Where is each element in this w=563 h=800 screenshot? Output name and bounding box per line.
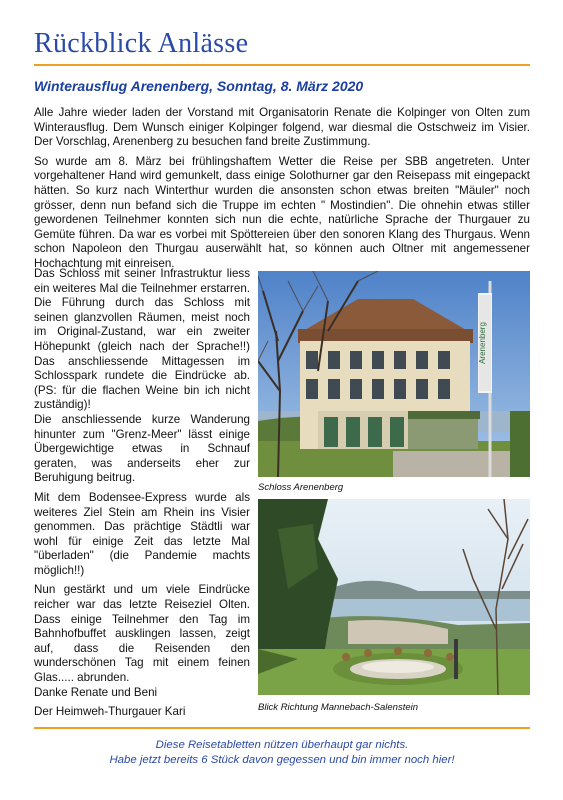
photo-schloss-arenenberg [258,271,530,477]
footer-quote [34,738,530,767]
paragraph-stein: Mit dem Bodensee-Express wurde als weiteres Ziel Stein am Rhein ins Visier genommen. Das prächtige Städtli war wohl für einige Zeit das letzte Mal "überladen" (die Pandemie machts möglich!!) [34,490,250,577]
photo-mannebach-view [258,499,530,695]
paragraph-journey: So wurde am 8. März bei frühlingshaftem Wetter die Reise per SBB angetreten. Unter vorgehaltener Hand wird gemunkelt, dass einige Solothurner gar den Reisepass mit eingepackt hätten. So kurz nach Winterthur wurden die ansonsten schon etwas breiten "Mäuler" noch grösser, denn nun befand sich die Truppe im echten " Mostindien". Die ohnehin etwas stiller gewordenen Teilnehmer konnten sich nun die echte, natürliche Sprache der Thurgauer zu Gemüte führen. Da war es vorbei mit Spöttereien über den sonoren Klang des Thurgaus. Wenn schon Napoleon den Thurgau auserwählt hat, so können auch Oltner mit angemessener Hochachtung mit einreisen. [34,154,530,270]
page-title: Rückblick Anlässe [34,28,249,59]
footer-line-2: Habe jetzt bereits 6 Stück davon gegessen und bin immer noch hier! [109,753,455,766]
photo-caption-schloss: Schloss Arenenberg [258,482,344,493]
intro-text [34,106,530,272]
paragraph-hike: Die anschliessende kurze Wanderung hinunter zum "Grenz-Meer" lässt einige Übergewichtige etwas in Schnauf geraten, was anderseits eher zur Beruhigung beitrug. [34,412,250,485]
paragraph-thanks: Danke Renate und Beni [34,685,158,699]
article-subtitle: Winterausflug Arenenberg, Sonntag, 8. März 2020 [34,78,364,94]
paragraph-intro: Alle Jahre wieder laden der Vorstand mit Organisatorin Renate die Kolpinger von Olten zum Winterausflug. Dem Wunsch einiger Kolpinger folgend, war diesmal die Ostschweiz im Visier. Der Vorschlag, Arenenberg zu besuchen fand breite Zustimmung. [34,106,530,149]
footer-line-1: Diese Reisetabletten nützen überhaupt gar nichts. [155,739,409,751]
banner-text: Arenenberg [478,322,487,364]
footer-rule [34,727,530,729]
title-rule [34,64,530,66]
photo-caption-mannebach: Blick Richtung Mannebach-Salenstein [258,702,419,713]
left-column-text [34,267,250,720]
schloss-illustration [258,271,530,477]
paragraph-castle: Das Schloss mit seiner Infrastruktur liess ein weiteres Mal die Teilnehmer erstarren. Die Führung durch das Schloss mit seinen glanzvollen Räumen, meist noch im Original-Zustand, war ein zweiter Höhepunkt (gleich nach der Sprache!!) Das anschliessende Mittagessen im Schlosspark rundete die Eindrücke ab. (PS: für die flachen Weine bin ich nicht zuständig)! [34,267,250,412]
paragraph-signature: Der Heimweh-Thurgauer Kari [34,705,186,719]
landscape-illustration [258,499,530,695]
paragraph-olten: Nun gestärkt und um viele Eindrücke reicher war das letzte Reiseziel Olten. Dass einige Teilnehmer den Tag im Bahnhofbuffet ausklingen lassen, zeigt auf, dass die Reisenden den wunderschönen Tag mit einem feinen Glas..... abrunden. [34,583,250,685]
